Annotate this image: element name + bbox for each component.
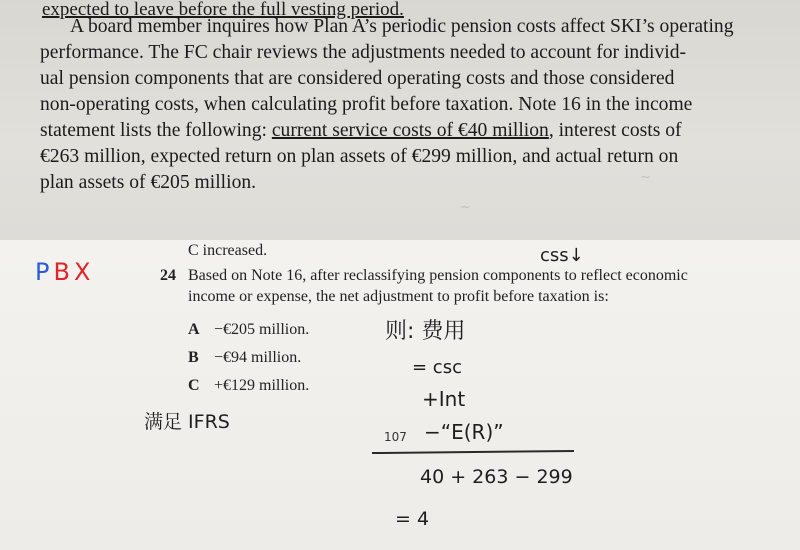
option-b-text: −€94 million.	[214, 349, 302, 366]
question-line-2: income or expense, the net adjustment to profit before taxation is:	[188, 288, 609, 305]
option-c[interactable]	[188, 376, 309, 396]
letter-p: P	[35, 258, 54, 286]
passage-photo	[0, 0, 800, 240]
passage-line-3: ual pension components that are considered operating costs and those considered	[40, 68, 675, 89]
bleed-through-mark: ~	[640, 170, 651, 185]
handwritten-pbx	[35, 258, 94, 286]
passage-line-5-start: statement lists the following:	[40, 120, 272, 141]
option-c-letter: C	[188, 377, 200, 394]
letter-x: X	[73, 258, 95, 286]
option-c-text: +€129 million.	[214, 377, 310, 394]
question-number: 24	[160, 267, 176, 284]
underlined-service-cost: current service costs of €40 million	[271, 120, 549, 141]
passage-line-5	[40, 118, 800, 144]
handwritten-eq-csc: = csc	[412, 357, 462, 378]
handwritten-eq-er: −“E(R)”	[424, 420, 504, 444]
passage-line-7: plan assets of €205 million.	[40, 172, 257, 193]
option-b[interactable]	[188, 348, 301, 368]
passage-line-4: non-operating costs, when calculating profit before taxation. Note 16 in the income	[40, 94, 693, 115]
passage-line-1: A board member inquires how Plan A’s periodic pension costs affect SKI’s operating	[70, 16, 734, 37]
passage-line-6: €263 million, expected return on plan assets of €299 million, and actual return on	[40, 146, 679, 167]
handwritten-eq-int: +Int	[422, 387, 466, 411]
handwritten-css-arrow: css↓	[540, 245, 584, 266]
previous-option-c: C increased.	[188, 242, 268, 259]
cut-off-text: expected to leave before the full vesting period.	[42, 0, 404, 20]
question-line-1: Based on Note 16, after reclassifying pension components to reflect economic	[188, 267, 688, 284]
option-a[interactable]	[188, 320, 309, 340]
bleed-through-mark: ~	[460, 200, 471, 215]
handwritten-note-expense: 则: 费用	[385, 319, 466, 344]
handwritten-calc: 40 + 263 − 299	[420, 466, 573, 488]
letter-b: B	[53, 258, 74, 286]
option-b-letter: B	[188, 349, 199, 366]
passage-paragraph	[40, 14, 800, 196]
handwritten-ifrs: 满足 IFRS	[144, 411, 230, 433]
passage-line-2: performance. The FC chair reviews the adjustments needed to account for individ-	[40, 42, 687, 63]
option-a-letter: A	[188, 321, 200, 338]
handwritten-result: = 4	[395, 508, 430, 530]
page-number: 107	[384, 430, 407, 444]
passage-line-5-end: , interest costs of	[548, 120, 682, 141]
option-a-text: −€205 million.	[214, 321, 310, 338]
